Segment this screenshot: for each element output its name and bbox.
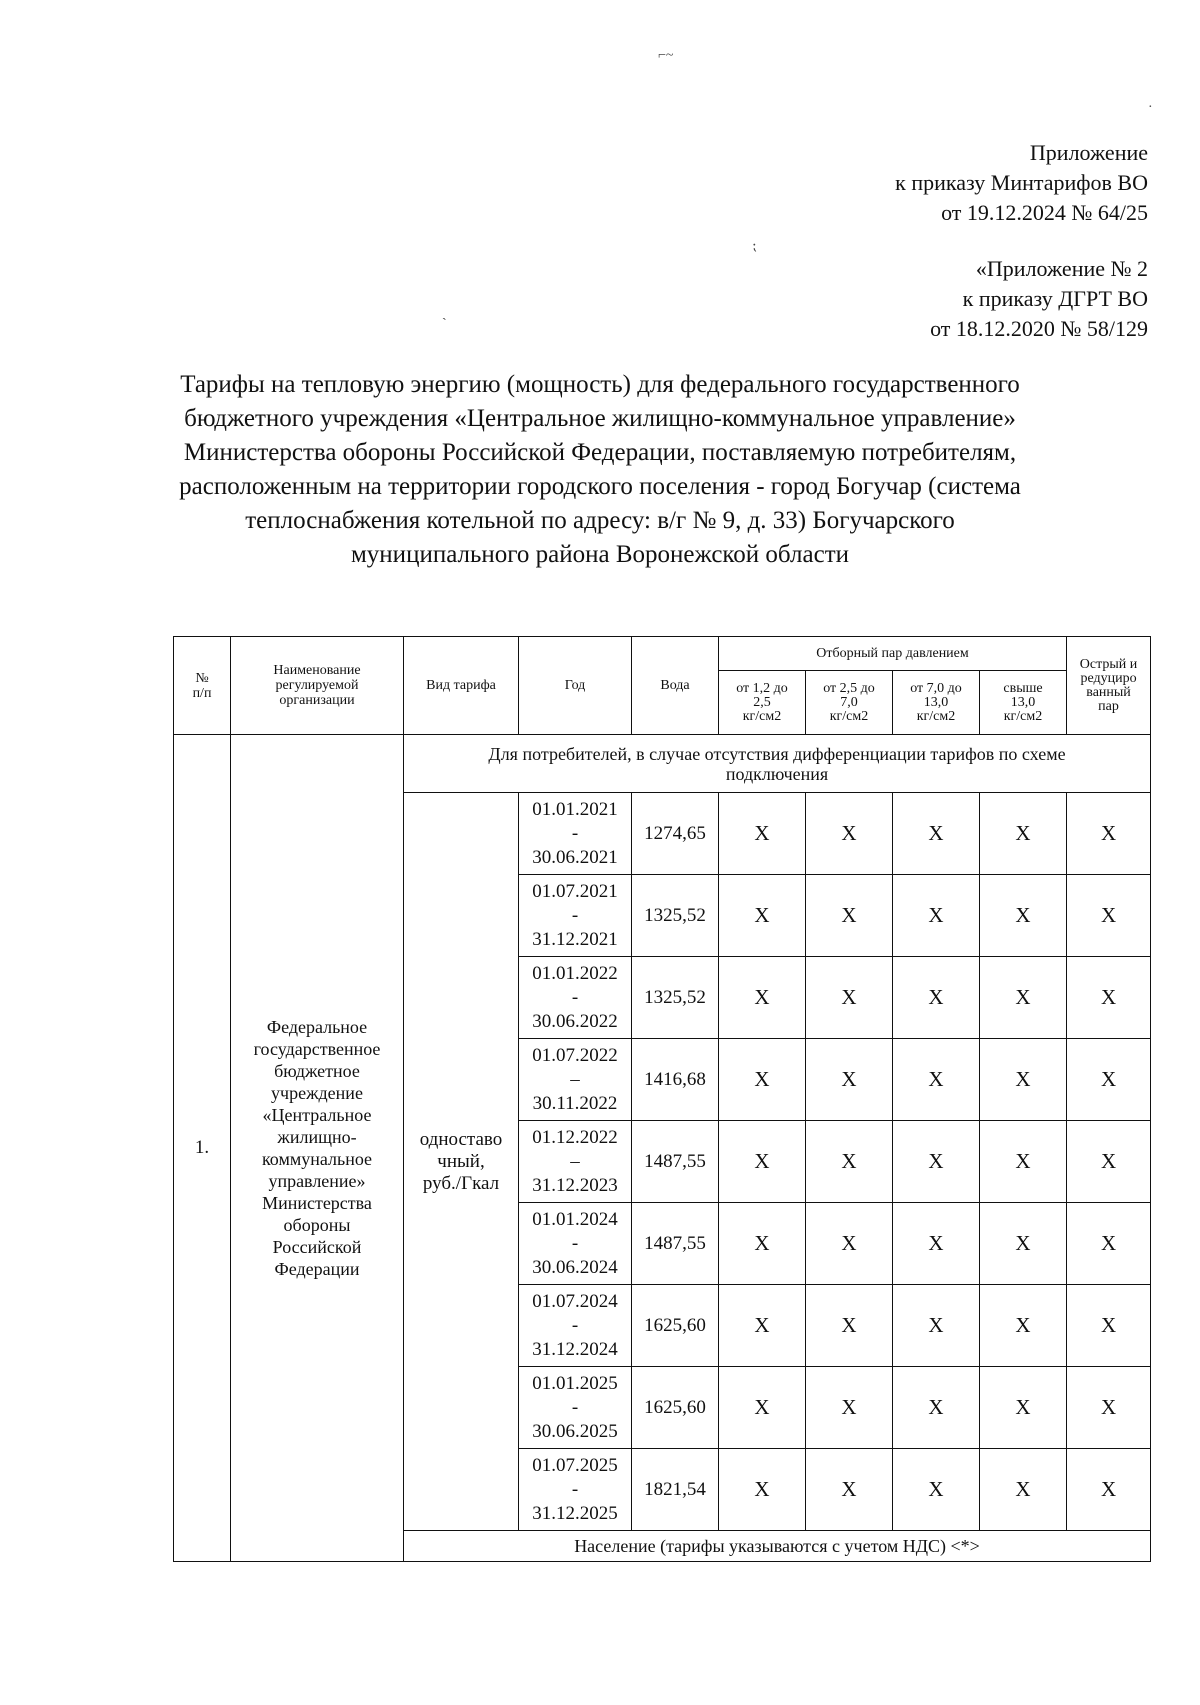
not-applicable-mark-sharp: X bbox=[1067, 875, 1151, 957]
period-end: 30.06.2024 bbox=[532, 1256, 618, 1278]
period-end: 31.12.2021 bbox=[532, 928, 618, 950]
period-separator: – bbox=[570, 1150, 580, 1172]
period-start: 01.01.2024 bbox=[532, 1208, 618, 1230]
title-line: Тарифы на тепловую энергию (мощность) для федерального государственного bbox=[180, 371, 1020, 398]
period-separator: – bbox=[570, 1068, 580, 1090]
period-separator: - bbox=[571, 1314, 579, 1336]
tariff-type-line: руб./Гкал bbox=[422, 1172, 500, 1194]
section-row-no-diff bbox=[174, 735, 1151, 793]
header-p4-line2: 13,0 bbox=[1010, 694, 1036, 710]
row-number: 1. bbox=[174, 735, 231, 1562]
header-p1-line2: 2,5 bbox=[753, 694, 771, 710]
header-pressure-2 bbox=[806, 671, 893, 735]
appendix-original-line3: от 18.12.2020 № 58/129 bbox=[930, 316, 1148, 341]
org-line: Российской bbox=[272, 1237, 362, 1257]
not-applicable-mark-p1: X bbox=[719, 793, 806, 875]
org-line: Министерства bbox=[262, 1193, 372, 1213]
header-p1-line1: от 1,2 до bbox=[736, 680, 788, 696]
header-pressure-1 bbox=[719, 671, 806, 735]
period-start: 01.07.2025 bbox=[532, 1454, 618, 1476]
header-sharp-line4: пар bbox=[1098, 698, 1119, 714]
org-line: обороны bbox=[283, 1215, 351, 1235]
not-applicable-mark-p4: X bbox=[980, 1285, 1067, 1367]
header-p3-line1: от 7,0 до bbox=[910, 680, 962, 696]
not-applicable-mark-p2: X bbox=[806, 875, 893, 957]
period-start: 01.07.2024 bbox=[532, 1290, 618, 1312]
org-line: Федеральное bbox=[266, 1017, 368, 1037]
water-tariff-value: 1487,55 bbox=[632, 1121, 719, 1203]
scan-artifact-right: · bbox=[1148, 100, 1153, 115]
not-applicable-mark-p2: X bbox=[806, 1449, 893, 1531]
header-p2-line1: от 2,5 до bbox=[823, 680, 875, 696]
not-applicable-mark-p4: X bbox=[980, 793, 1067, 875]
not-applicable-mark-p1: X bbox=[719, 1121, 806, 1203]
tariff-type-line: чный, bbox=[437, 1150, 485, 1172]
header-steam-group: Отборный пар давлением bbox=[719, 637, 1067, 671]
not-applicable-mark-sharp: X bbox=[1067, 1203, 1151, 1285]
not-applicable-mark-p4: X bbox=[980, 1203, 1067, 1285]
scan-artifact-mid: ⁏ bbox=[752, 239, 757, 254]
not-applicable-mark-sharp: X bbox=[1067, 1449, 1151, 1531]
water-tariff-value: 1487,55 bbox=[632, 1203, 719, 1285]
not-applicable-mark-p1: X bbox=[719, 875, 806, 957]
water-tariff-value: 1416,68 bbox=[632, 1039, 719, 1121]
period-separator: - bbox=[571, 822, 579, 844]
period-end: 30.06.2022 bbox=[532, 1010, 618, 1032]
title-line: муниципального района Воронежской области bbox=[350, 541, 849, 568]
not-applicable-mark-p3: X bbox=[893, 1449, 980, 1531]
not-applicable-mark-p4: X bbox=[980, 1367, 1067, 1449]
header-p3-line2: 13,0 bbox=[923, 694, 949, 710]
scan-artifact-top: ⌐~ bbox=[658, 48, 674, 63]
not-applicable-mark-sharp: X bbox=[1067, 1039, 1151, 1121]
period-end: 30.11.2022 bbox=[532, 1092, 618, 1114]
header-sharp-line1: Острый и bbox=[1079, 656, 1138, 672]
header-org-line1: Наименование bbox=[273, 663, 361, 678]
period-end: 30.06.2021 bbox=[532, 846, 618, 868]
org-line: учреждение bbox=[271, 1083, 363, 1103]
not-applicable-mark-p2: X bbox=[806, 1203, 893, 1285]
period-cell bbox=[519, 793, 632, 875]
not-applicable-mark-p2: X bbox=[806, 1039, 893, 1121]
not-applicable-mark-p1: X bbox=[719, 1039, 806, 1121]
title-line: расположенным на территории городского поселения - город Богучар (система bbox=[179, 473, 1021, 500]
header-pressure-3 bbox=[893, 671, 980, 735]
period-separator: - bbox=[571, 1478, 579, 1500]
appendix-current-line3: от 19.12.2024 № 64/25 bbox=[941, 200, 1148, 225]
header-p4-line1: свыше bbox=[1003, 680, 1043, 696]
org-line: жилищно- bbox=[277, 1127, 357, 1147]
not-applicable-mark-p4: X bbox=[980, 957, 1067, 1039]
not-applicable-mark-sharp: X bbox=[1067, 1285, 1151, 1367]
header-p2-line3: кг/см2 bbox=[829, 708, 869, 724]
header-sharp-line2: редуциро bbox=[1080, 670, 1137, 686]
period-cell bbox=[519, 1039, 632, 1121]
water-tariff-value: 1625,60 bbox=[632, 1285, 719, 1367]
org-line: государственное bbox=[253, 1039, 381, 1059]
period-start: 01.01.2022 bbox=[532, 962, 618, 984]
header-p2-line2: 7,0 bbox=[840, 694, 858, 710]
header-organization bbox=[231, 637, 404, 735]
title-line: бюджетного учреждения «Центральное жилищно-коммунальное управление» bbox=[184, 405, 1016, 432]
water-tariff-value: 1325,52 bbox=[632, 875, 719, 957]
appendix-original bbox=[930, 254, 1148, 344]
period-start: 01.07.2022 bbox=[532, 1044, 618, 1066]
water-tariff-value: 1821,54 bbox=[632, 1449, 719, 1531]
not-applicable-mark-p4: X bbox=[980, 1121, 1067, 1203]
period-cell bbox=[519, 875, 632, 957]
not-applicable-mark-p3: X bbox=[893, 1039, 980, 1121]
period-end: 31.12.2023 bbox=[532, 1174, 618, 1196]
org-line: Федерации bbox=[274, 1259, 360, 1279]
header-num-line1: № bbox=[195, 670, 209, 686]
not-applicable-mark-p3: X bbox=[893, 1203, 980, 1285]
not-applicable-mark-p3: X bbox=[893, 793, 980, 875]
header-pressure-4 bbox=[980, 671, 1067, 735]
not-applicable-mark-p3: X bbox=[893, 957, 980, 1039]
appendix-current bbox=[895, 138, 1148, 228]
not-applicable-mark-p3: X bbox=[893, 1285, 980, 1367]
not-applicable-mark-p2: X bbox=[806, 1285, 893, 1367]
not-applicable-mark-p1: X bbox=[719, 1367, 806, 1449]
scan-artifact-left: ˏ bbox=[442, 306, 447, 321]
tariff-type-line: одноставо bbox=[419, 1128, 503, 1150]
appendix-original-line1: «Приложение № 2 bbox=[975, 256, 1148, 281]
period-start: 01.01.2021 bbox=[532, 798, 618, 820]
section-no-differentiation: Для потребителей, в случае отсутствия дифференциации тарифов по схеме подключения bbox=[404, 735, 1151, 793]
period-start: 01.12.2022 bbox=[532, 1126, 618, 1148]
org-line: управление» bbox=[268, 1171, 366, 1191]
not-applicable-mark-sharp: X bbox=[1067, 957, 1151, 1039]
not-applicable-mark-p1: X bbox=[719, 1285, 806, 1367]
period-cell bbox=[519, 1285, 632, 1367]
not-applicable-mark-p2: X bbox=[806, 793, 893, 875]
appendix-current-line1: Приложение bbox=[1029, 140, 1148, 165]
header-water: Вода bbox=[632, 637, 719, 735]
not-applicable-mark-p1: X bbox=[719, 957, 806, 1039]
header-year: Год bbox=[519, 637, 632, 735]
period-end: 31.12.2025 bbox=[532, 1502, 618, 1524]
water-tariff-value: 1274,65 bbox=[632, 793, 719, 875]
period-cell bbox=[519, 957, 632, 1039]
period-end: 30.06.2025 bbox=[532, 1420, 618, 1442]
period-separator: - bbox=[571, 1396, 579, 1418]
period-separator: - bbox=[571, 986, 579, 1008]
period-end: 31.12.2024 bbox=[532, 1338, 618, 1360]
title-line: теплоснабжения котельной по адресу: в/г № 9, д. 33) Богучарского bbox=[245, 507, 955, 534]
not-applicable-mark-p2: X bbox=[806, 1367, 893, 1449]
water-tariff-value: 1325,52 bbox=[632, 957, 719, 1039]
header-row-top bbox=[174, 637, 1151, 671]
not-applicable-mark-p4: X bbox=[980, 1449, 1067, 1531]
not-applicable-mark-p3: X bbox=[893, 875, 980, 957]
title-line: Министерства обороны Российской Федерации, поставляемую потребителям, bbox=[183, 439, 1017, 466]
tariff-type-cell bbox=[404, 793, 519, 1531]
not-applicable-mark-sharp: X bbox=[1067, 1121, 1151, 1203]
period-start: 01.01.2025 bbox=[532, 1372, 618, 1394]
header-tariff-type: Вид тарифа bbox=[404, 637, 519, 735]
period-separator: - bbox=[571, 904, 579, 926]
not-applicable-mark-p2: X bbox=[806, 957, 893, 1039]
document-title bbox=[150, 368, 1050, 572]
not-applicable-mark-p3: X bbox=[893, 1367, 980, 1449]
not-applicable-mark-sharp: X bbox=[1067, 793, 1151, 875]
appendix-current-line2: к приказу Минтарифов ВО bbox=[895, 170, 1148, 195]
not-applicable-mark-sharp: X bbox=[1067, 1367, 1151, 1449]
header-sharp-steam bbox=[1067, 637, 1151, 735]
water-tariff-value: 1625,60 bbox=[632, 1367, 719, 1449]
appendix-original-line2: к приказу ДГРТ ВО bbox=[962, 286, 1148, 311]
organization-name bbox=[231, 735, 404, 1562]
not-applicable-mark-p1: X bbox=[719, 1449, 806, 1531]
period-cell bbox=[519, 1367, 632, 1449]
org-line: «Центральное bbox=[262, 1105, 372, 1125]
section-population: Население (тарифы указываются с учетом НДС) <*> bbox=[404, 1531, 1151, 1562]
org-line: коммунальное bbox=[261, 1149, 373, 1169]
header-num bbox=[174, 637, 231, 735]
period-start: 01.07.2021 bbox=[532, 880, 618, 902]
org-line: бюджетное bbox=[274, 1061, 360, 1081]
period-cell bbox=[519, 1203, 632, 1285]
header-org-line2: регулируемой bbox=[275, 678, 359, 693]
period-separator: - bbox=[571, 1232, 579, 1254]
period-cell bbox=[519, 1449, 632, 1531]
tariff-table bbox=[173, 636, 1151, 1562]
header-num-line2: п/п bbox=[192, 685, 212, 701]
header-org-line3: организации bbox=[279, 693, 355, 708]
not-applicable-mark-p3: X bbox=[893, 1121, 980, 1203]
header-sharp-line3: ванный bbox=[1086, 684, 1131, 700]
period-cell bbox=[519, 1121, 632, 1203]
header-p1-line3: кг/см2 bbox=[742, 708, 782, 724]
not-applicable-mark-p2: X bbox=[806, 1121, 893, 1203]
header-p4-line3: кг/см2 bbox=[1003, 708, 1043, 724]
not-applicable-mark-p4: X bbox=[980, 875, 1067, 957]
header-p3-line3: кг/см2 bbox=[916, 708, 956, 724]
not-applicable-mark-p4: X bbox=[980, 1039, 1067, 1121]
not-applicable-mark-p1: X bbox=[719, 1203, 806, 1285]
